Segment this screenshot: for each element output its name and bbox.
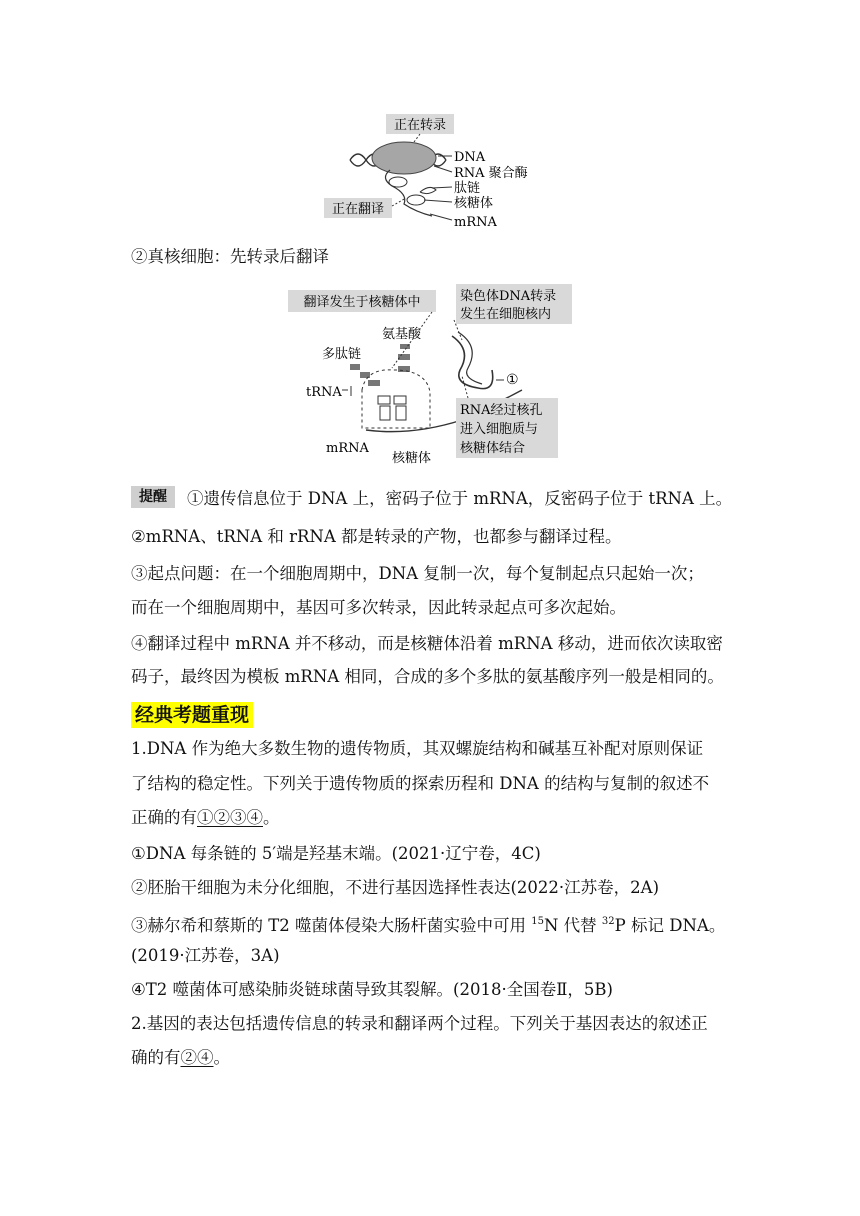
label-pore-1: RNA经过核孔 bbox=[460, 403, 543, 418]
label-amino-acid: 氨基酸 bbox=[382, 327, 422, 342]
label-mrna: mRNA bbox=[326, 441, 369, 456]
q1-opt3-sup-15: 15 bbox=[531, 916, 544, 927]
q2-answer: ②④ bbox=[180, 1048, 214, 1067]
q2-line1: 2.基因的表达包括遗传信息的转录和翻译两个过程。下列关于基因表达的叙述正 bbox=[131, 1014, 708, 1033]
label-translation-site: 翻译发生于核糖体中 bbox=[303, 295, 421, 310]
q1-option-3 bbox=[131, 911, 725, 937]
label-rna-polymerase: RNA 聚合酶 bbox=[454, 166, 528, 181]
q2-line2 bbox=[131, 1047, 230, 1069]
tip-item-4-cont: 码子，最终因为模板 mRNA 相同，合成的多个多肽的氨基酸序列一般是相同的。 bbox=[131, 667, 724, 686]
section-title: 经典考题重现 bbox=[131, 702, 253, 728]
q1-line2: 了结构的稳定性。下列关于遗传物质的探索历程和 DNA 的结构与复制的叙述不 bbox=[131, 774, 710, 793]
label-translating: 正在翻译 bbox=[331, 202, 385, 217]
label-circle1: ① bbox=[506, 372, 519, 388]
tip-item-4: ④翻译过程中 mRNA 并不移动，而是核糖体沿着 mRNA 移动，进而依次读取密 bbox=[131, 634, 723, 653]
q1-opt3-sup-32: 32 bbox=[601, 916, 615, 927]
q1-suffix: 。 bbox=[263, 808, 280, 827]
label-trna: tRNA bbox=[306, 385, 342, 400]
label-ribosome: 核糖体 bbox=[454, 196, 494, 211]
tip-item-2: ②mRNA、tRNA 和 rRNA 都是转录的产物，也都参与翻译过程。 bbox=[131, 527, 622, 546]
tip-item-1: ①遗传信息位于 DNA 上，密码子位于 mRNA，反密码子位于 tRNA 上。 bbox=[187, 489, 733, 508]
label-ribosome: 核糖体 bbox=[392, 451, 432, 466]
q2-suffix: 。 bbox=[213, 1048, 230, 1067]
q1-opt3-text-b: N 代替 bbox=[543, 916, 602, 935]
label-mrna: mRNA bbox=[454, 215, 497, 230]
q1-opt3-text-a: ③赫尔希和蔡斯的 T2 噬菌体侵染大肠杆菌实验中可用 bbox=[131, 916, 532, 935]
prokaryote-figure bbox=[320, 108, 550, 234]
tip-item-3-cont: 而在一个细胞周期中，基因可多次转录，因此转录起点可多次起始。 bbox=[131, 598, 626, 617]
tip-item-3: ③起点问题：在一个细胞周期中，DNA 复制一次，每个复制起点只起始一次； bbox=[131, 564, 704, 583]
q1-option-1: ①DNA 每条链的 5′端是羟基末端。(2021·辽宁卷，4C) bbox=[131, 844, 541, 863]
label-peptide: 肽链 bbox=[454, 181, 481, 196]
label-pore-3: 核糖体结合 bbox=[460, 441, 526, 456]
q1-option-3-source: (2019·江苏卷，3A) bbox=[131, 946, 280, 965]
label-transcription-site-2: 发生在细胞核内 bbox=[460, 307, 552, 322]
q1-line1: 1.DNA 作为绝大多数生物的遗传物质，其双螺旋结构和碱基互补配对原则保证 bbox=[131, 739, 704, 758]
label-dna: DNA bbox=[454, 150, 486, 165]
q2-prefix: 确的有 bbox=[131, 1048, 181, 1067]
label-transcribing: 正在转录 bbox=[393, 118, 447, 133]
q1-line3 bbox=[131, 807, 280, 829]
label-transcription-site-1: 染色体DNA转录 bbox=[460, 289, 557, 304]
eukaryote-heading: ②真核细胞：先转录后翻译 bbox=[131, 247, 329, 266]
tip-badge: 提醒 bbox=[131, 486, 175, 508]
eukaryote-figure bbox=[282, 280, 582, 466]
q1-option-2: ②胚胎干细胞为未分化细胞，不进行基因选择性表达(2022·江苏卷，2A) bbox=[131, 878, 660, 897]
label-polypeptide: 多肽链 bbox=[322, 347, 362, 362]
label-pore-2: 进入细胞质与 bbox=[460, 422, 539, 437]
q1-prefix: 正确的有 bbox=[131, 808, 197, 827]
q1-answer: ①②③④ bbox=[197, 808, 263, 827]
q1-option-4: ④T2 噬菌体可感染肺炎链球菌导致其裂解。(2018·全国卷Ⅱ，5B) bbox=[131, 980, 613, 999]
q1-opt3-text-c: P 标记 DNA。 bbox=[614, 916, 726, 935]
